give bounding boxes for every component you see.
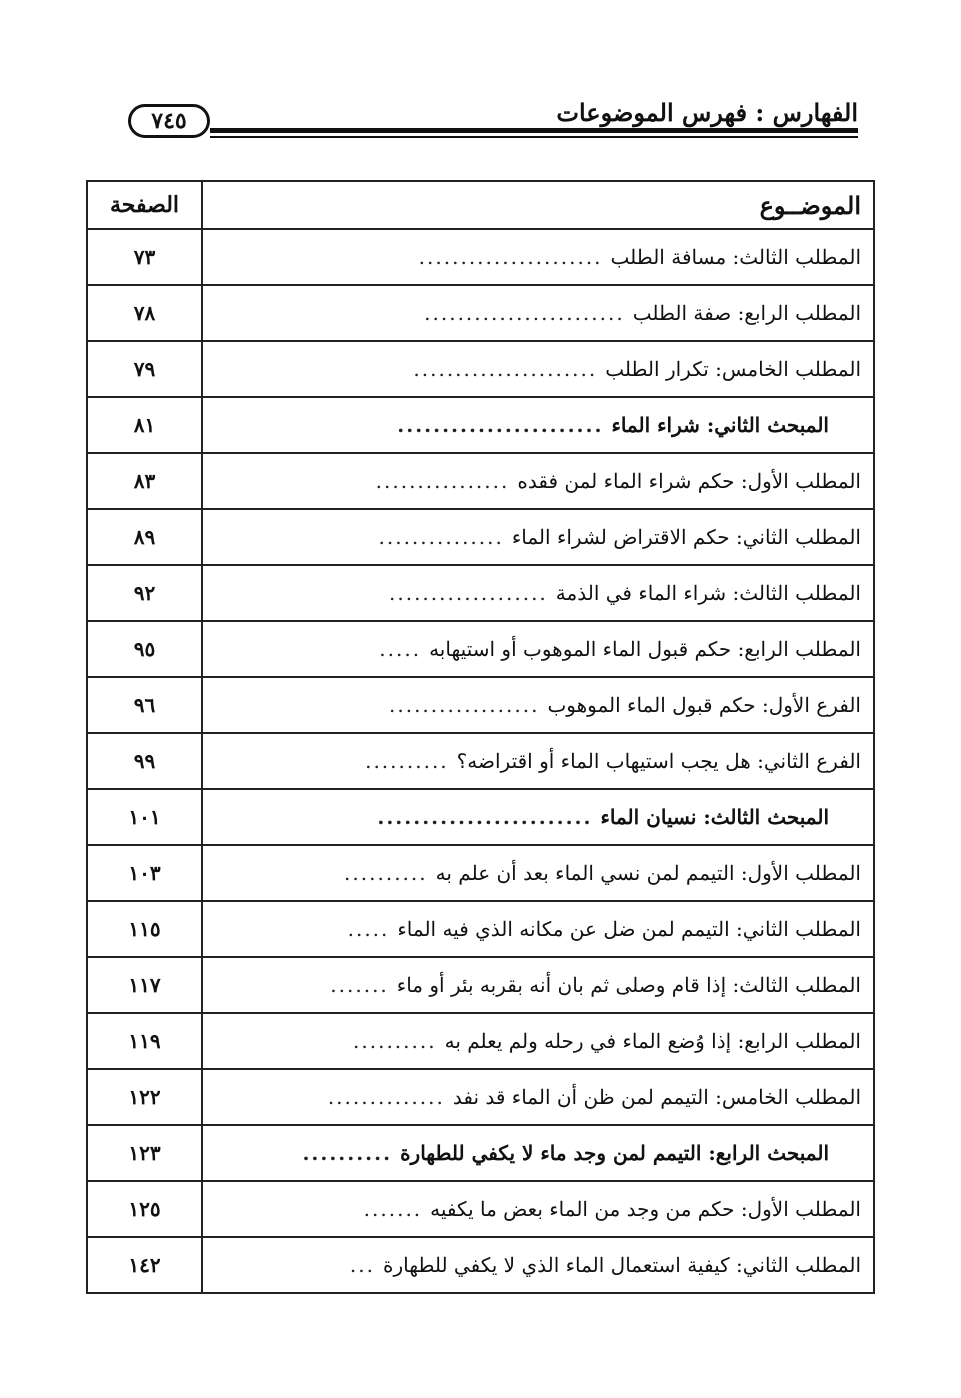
toc-page-number: ٨٩: [87, 509, 202, 565]
toc-topic-cell: [202, 1013, 874, 1069]
toc-row: [87, 1237, 874, 1293]
toc-page-number: ٧٣: [87, 229, 202, 285]
toc-dot-leader: ................: [375, 469, 510, 493]
toc-row: [87, 565, 874, 621]
toc-row: [87, 901, 874, 957]
toc-page-number: ٨١: [87, 397, 202, 453]
toc-topic-text: المطلب الأول: التيمم لمن نسي الماء بعد أن علم به: [435, 861, 861, 885]
toc-dot-leader: ..........: [365, 749, 449, 773]
toc-page-number: ٩٢: [87, 565, 202, 621]
toc-topic-cell: [202, 733, 874, 789]
toc-topic-cell: [202, 565, 874, 621]
toc-dot-leader: ..........: [353, 1029, 437, 1053]
toc-dot-leader: ..........: [302, 1141, 393, 1165]
toc-row: [87, 733, 874, 789]
toc-topic-cell: [202, 341, 874, 397]
toc-dot-leader: ...................: [389, 581, 548, 605]
toc-topic-cell: [202, 1237, 874, 1293]
toc-row: [87, 229, 874, 285]
toc-topic-cell: [202, 1125, 874, 1181]
toc-topic-cell: [202, 901, 874, 957]
toc-row: [87, 1069, 874, 1125]
toc-dot-leader: ......................: [413, 357, 598, 381]
toc-topic-text: المطلب الخامس: تكرار الطلب: [605, 357, 861, 381]
toc-row: [87, 845, 874, 901]
toc-header-row: [87, 181, 874, 229]
toc-page-number: ١٢٣: [87, 1125, 202, 1181]
toc-page-number: ١١٧: [87, 957, 202, 1013]
toc-row: [87, 285, 874, 341]
toc-topic-text: المبحث الثاني: شراء الماء: [611, 413, 829, 437]
toc-topic-cell: [202, 453, 874, 509]
toc-row: [87, 957, 874, 1013]
toc-dot-leader: .......: [363, 1197, 423, 1221]
toc-page-number: ٨٣: [87, 453, 202, 509]
toc-dot-leader: .....: [347, 917, 390, 941]
toc-topic-text: المطلب الثاني: كيفية استعمال الماء الذي لا يكفي للطهارة: [383, 1253, 861, 1277]
toc-topic-cell: [202, 509, 874, 565]
toc-page-number: ١٠٣: [87, 845, 202, 901]
toc-topic-cell: [202, 789, 874, 845]
toc-dot-leader: .......: [330, 973, 389, 997]
toc-topic-text: المطلب الرابع: حكم قبول الماء الموهوب أو استيهابه: [429, 637, 861, 661]
toc-topic-text: الفرع الثاني: هل يجب استيهاب الماء أو اقتراضه؟: [456, 749, 861, 773]
toc-dot-leader: .....: [379, 637, 422, 661]
toc-topic-text: المطلب الرابع: إذا وُضع الماء في رحله ولم يعلم به: [444, 1029, 861, 1053]
toc-dot-leader: ......................: [418, 245, 603, 269]
toc-topic-text: المبحث الرابع: التيمم لمن وجد ماء لا يكفي للطهارة: [400, 1141, 829, 1165]
toc-topic-cell: [202, 397, 874, 453]
toc-topic-text: الفرع الأول: حكم قبول الماء الموهوب: [547, 693, 861, 717]
toc-dot-leader: ...............: [378, 525, 504, 549]
toc-row: [87, 509, 874, 565]
toc-row: [87, 1181, 874, 1237]
column-header-page: الصفحة: [87, 181, 202, 229]
toc-row: [87, 677, 874, 733]
toc-topic-text: المبحث الثالث: نسيان الماء: [600, 805, 829, 829]
toc-topic-cell: [202, 229, 874, 285]
toc-topic-cell: [202, 1181, 874, 1237]
toc-page-number: ١٢٢: [87, 1069, 202, 1125]
toc-page-number: ١١٩: [87, 1013, 202, 1069]
toc-page-number: ٩٦: [87, 677, 202, 733]
toc-dot-leader: ........................: [424, 301, 625, 325]
column-header-topic: الموضــوع: [202, 181, 874, 229]
toc-table: [86, 180, 875, 1294]
toc-topic-text: المطلب الثالث: مسافة الطلب: [610, 245, 861, 269]
toc-page-number: ٧٩: [87, 341, 202, 397]
toc-topic-text: المطلب الأول: حكم من وجد من الماء بعض ما يكفيه: [430, 1197, 861, 1221]
toc-page-number: ١٤٢: [87, 1237, 202, 1293]
toc-page-number: ٩٥: [87, 621, 202, 677]
toc-page-number: ١٢٥: [87, 1181, 202, 1237]
toc-dot-leader: ..................: [389, 693, 540, 717]
toc-dot-leader: .......................: [397, 413, 604, 437]
toc-topic-text: المطلب الثاني: حكم الاقتراض لشراء الماء: [511, 525, 861, 549]
toc-dot-leader: ..............: [327, 1085, 445, 1109]
toc-row: [87, 789, 874, 845]
toc-dot-leader: ........................: [377, 805, 593, 829]
header-rule-thin: [210, 136, 858, 138]
page-header: [128, 96, 858, 148]
toc-topic-cell: [202, 1069, 874, 1125]
toc-topic-cell: [202, 845, 874, 901]
toc-topic-cell: [202, 957, 874, 1013]
toc-page-number: ١٠١: [87, 789, 202, 845]
toc-row: [87, 341, 874, 397]
toc-row: [87, 453, 874, 509]
toc-topic-cell: [202, 285, 874, 341]
toc-row: [87, 397, 874, 453]
toc-topic-text: المطلب الثاني: التيمم لمن ضل عن مكانه الذي فيه الماء: [397, 917, 861, 941]
toc-body: [87, 229, 874, 1293]
toc-page-number: ٩٩: [87, 733, 202, 789]
toc-dot-leader: ..........: [344, 861, 428, 885]
toc-topic-text: المطلب الثالث: شراء الماء في الذمة: [555, 581, 861, 605]
toc-topic-text: المطلب الثالث: إذا قام وصلى ثم بان أنه بقربه بئر أو ماء: [396, 973, 861, 997]
toc-topic-text: المطلب الرابع: صفة الطلب: [632, 301, 861, 325]
toc-topic-text: المطلب الخامس: التيمم لمن ظن أن الماء قد نفد: [452, 1085, 861, 1109]
toc-topic-text: المطلب الأول: حكم شراء الماء لمن فقده: [517, 469, 861, 493]
toc-topic-cell: [202, 621, 874, 677]
toc-topic-cell: [202, 677, 874, 733]
toc-row: [87, 1125, 874, 1181]
toc-row: [87, 621, 874, 677]
toc-page-number: ١١٥: [87, 901, 202, 957]
header-title: الفهارس : فهرس الموضوعات: [556, 98, 858, 127]
toc-page-number: ٧٨: [87, 285, 202, 341]
header-rule: [210, 128, 858, 133]
page-number-badge: ٧٤٥: [128, 104, 210, 138]
toc-dot-leader: ...: [349, 1253, 375, 1277]
toc-row: [87, 1013, 874, 1069]
